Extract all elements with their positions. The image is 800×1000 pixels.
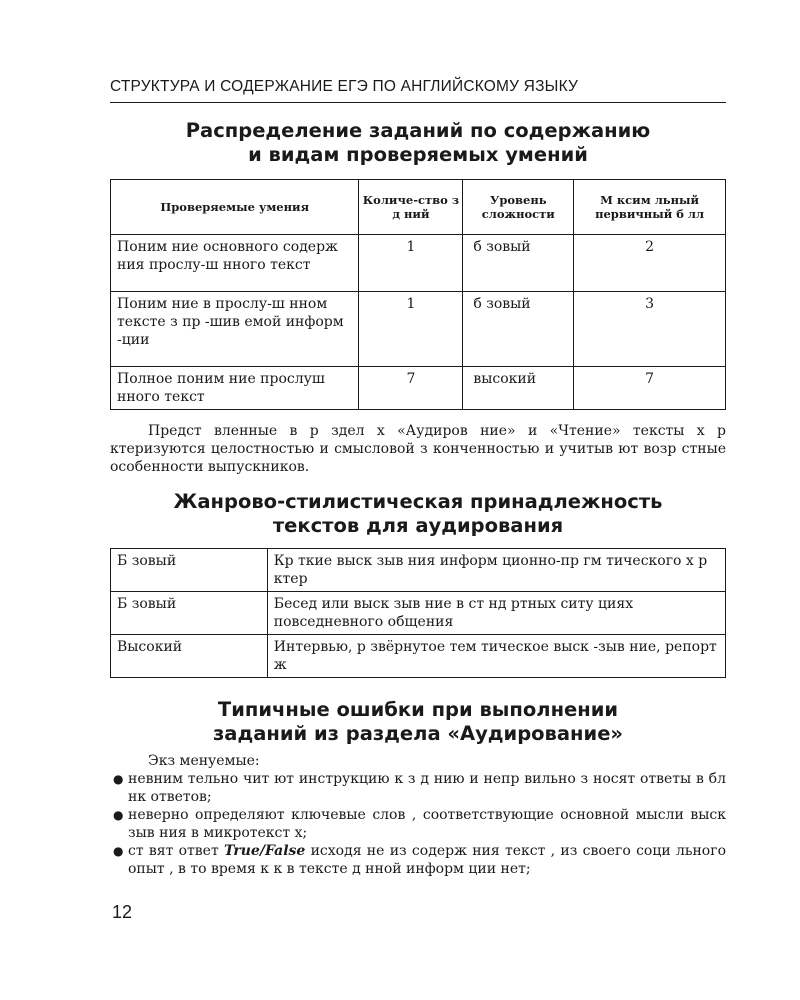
cell-level: Б зовый xyxy=(111,592,268,635)
section-title-genres: Жанрово-стилистическая принадлежность текстов для аудирования xyxy=(173,490,663,537)
page-number: 12 xyxy=(112,902,133,922)
cell-skill: Поним ние основного содерж ния прослу-ш нного текст xyxy=(111,235,359,292)
table-header-row xyxy=(111,180,726,235)
header-count: Количе-ство з д ний xyxy=(359,180,463,235)
cell-level: б зовый xyxy=(463,235,574,292)
errors-list xyxy=(110,770,726,878)
cell-description: Бесед или выск зыв ние в ст нд ртных ситу циях повседневного общения xyxy=(267,592,725,635)
cell-level: высокий xyxy=(463,367,574,410)
cell-count: 7 xyxy=(359,367,463,410)
list-intro: Экз менуемые: xyxy=(148,753,260,769)
section-title-errors: Типичные ошибки при выполнении заданий из раздела «Аудирование» xyxy=(212,698,624,745)
cell-level: Высокий xyxy=(111,635,268,678)
header-level: Уровень сложности xyxy=(463,180,574,235)
list-item: ● неверно определяют ключевые слов , соответствующие основной мысли выск зыв ния в микротекст х; xyxy=(113,807,726,841)
cell-score: 3 xyxy=(574,292,726,367)
document-page xyxy=(110,78,726,878)
header-skills: Проверяемые умения xyxy=(111,180,359,235)
section-title-distribution: Распределение заданий по содержанию и видам проверяемых умений xyxy=(185,119,651,166)
cell-score: 7 xyxy=(574,367,726,410)
skills-distribution-table xyxy=(110,179,726,410)
list-item: ● невним тельно чит ют инструкцию к з д нию и непр вильно з носят ответы в бл нк ответов; xyxy=(113,771,726,805)
genres-table xyxy=(110,548,726,678)
cell-count: 1 xyxy=(359,292,463,367)
cell-count: 1 xyxy=(359,235,463,292)
table-row xyxy=(111,549,726,592)
running-head: СТРУКТУРА И СОДЕРЖАНИЕ ЕГЭ ПО АНГЛИЙСКОМУ ЯЗЫКУ xyxy=(110,78,726,103)
cell-description: Кр ткие выск зыв ния информ ционно-пр гм тического х р ктер xyxy=(267,549,725,592)
table-row xyxy=(111,292,726,367)
bullet-icon: ● xyxy=(113,808,124,822)
header-max-score: М ксим льный первичный б лл xyxy=(574,180,726,235)
body-paragraph: Предст вленные в р здел х «Аудиров ние» и «Чтение» тексты х р ктеризуются целостностью и смысловой з конченностью и учитыв ют возр стные особенности выпускников. xyxy=(110,423,726,475)
table-row xyxy=(111,592,726,635)
emphasis-term: True/False xyxy=(223,843,306,859)
cell-description: Интервью, р звёрнутое тем тическое выск -зыв ние, репорт ж xyxy=(267,635,725,678)
cell-level: Б зовый xyxy=(111,549,268,592)
bullet-icon: ● xyxy=(113,844,124,858)
table-row xyxy=(111,367,726,410)
bullet-icon: ● xyxy=(113,772,124,786)
list-item: ● ст вят ответ True/False исходя не из содерж ния текст , из своего соци льного опыт , в то время к к в тексте д нной информ ции нет; xyxy=(113,843,727,877)
table-row xyxy=(111,235,726,292)
cell-skill: Поним ние в прослу-ш нном тексте з пр -шив емой информ -ции xyxy=(111,292,359,367)
cell-score: 2 xyxy=(574,235,726,292)
cell-skill: Полное поним ние прослуш нного текст xyxy=(111,367,359,410)
cell-level: б зовый xyxy=(463,292,574,367)
table-row xyxy=(111,635,726,678)
